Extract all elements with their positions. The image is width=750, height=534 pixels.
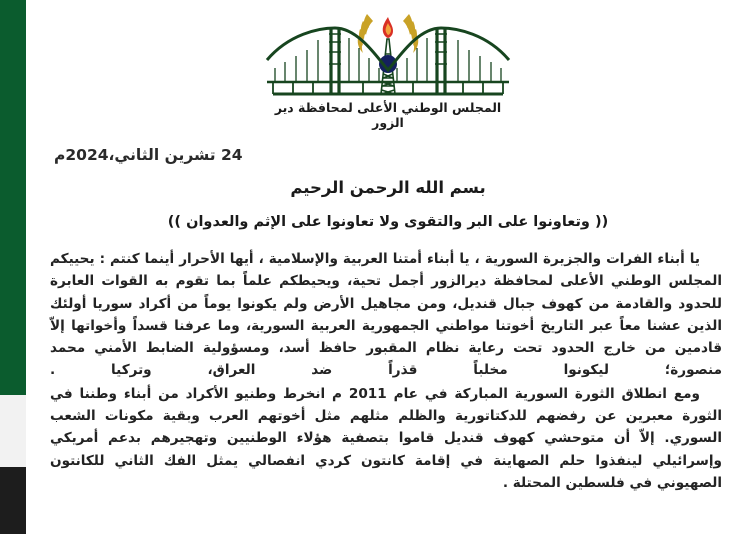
flag-color-band xyxy=(0,0,26,534)
emblem-graphic xyxy=(263,8,513,100)
document-date: 24 تشرين الثاني،2024م xyxy=(54,146,243,164)
flame-icon xyxy=(383,17,393,38)
emblem-caption: المجلس الوطني الأعلى لمحافظة دير الزور xyxy=(274,100,502,130)
basmala-heading: بسم الله الرحمن الرحيم xyxy=(290,178,486,197)
council-emblem xyxy=(263,8,513,130)
letterhead xyxy=(26,0,750,131)
date-row xyxy=(26,145,750,164)
band-segment-green xyxy=(0,0,26,395)
body-paragraph-1: يا أبناء الفرات والجزيرة السورية ، يا أبناء أمتنا العربية والإسلامية ، أيها الأحرار أينما كنتم : يحييكم المجلس الوطني الأعلى لمحافظة ديرالزور أجمل تحية، ويحيطكم علماً بما تقوم به القوات العابرة للحدود والقادمة من كهوف جبال قنديل، ومن مجاهيل الأرض ولم يكونوا يوماً من أكراد سوريا أولئك الذين عشنا معاً عبر التاريخ أخوتنا مواطني الجمهورية العربية السورية، وما عرفنا قسداً وأخواتها إلاّ قادمين من خارج الحدود تحت رعاية نظام المقبور حافظ أسد، ومسؤولية الضابط الأمني محمد منصورة؛ ليكونوا مخلباً قذراً ضد العراق، وتركيا . xyxy=(50,251,722,379)
document-body xyxy=(26,248,750,494)
quran-verse: (( وتعاونوا على البر والتقوى ولا تعاونوا على الإثم والعدوان )) xyxy=(167,214,609,230)
body-paragraph-2: ومع انطلاق الثورة السورية المباركة في عام 2011 م انخرط وطنيو الأكراد من أبناء وطننا في الثورة معبرين عن رفضهم للدكتاتورية والظلم مثلهم مثل أخوتهم العرب وبقية مكونات الشعب السوري. إلاّ أن متوحشي كهوف قنديل قاموا بتصفية هؤلاء الوطنيين وتهجيرهم بدعم أمريكي وإسرائيلي لينفذوا حلم الصهاينة في إقامة كانتون كردي انفصالي يمثل الفك الثاني للكانتون الصهيوني في فلسطين المحتلة . xyxy=(50,385,722,491)
band-segment-white xyxy=(0,395,26,467)
document-sheet xyxy=(26,0,750,534)
band-segment-black xyxy=(0,467,26,534)
